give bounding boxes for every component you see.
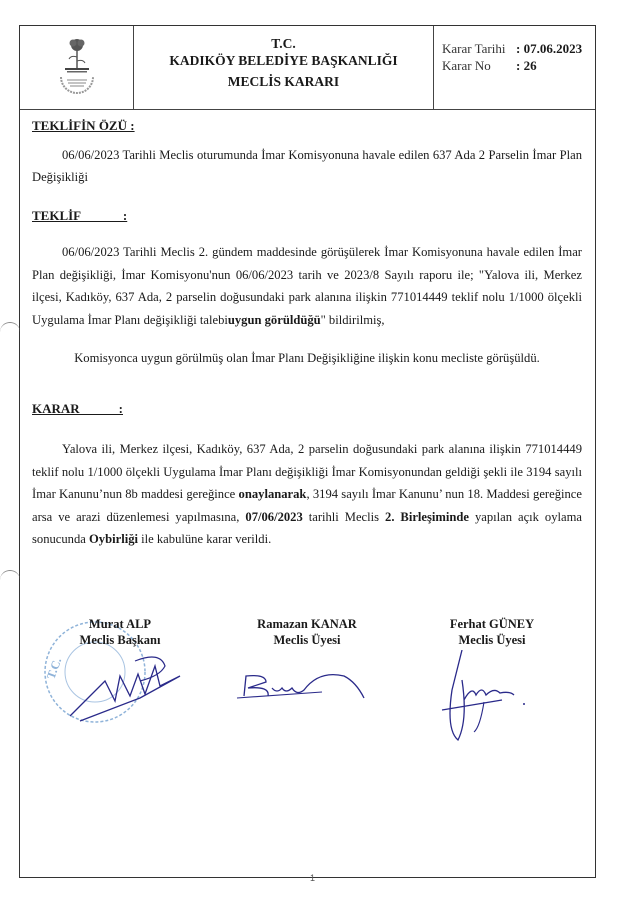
summary-text: 06/06/2023 Tarihli Meclis oturumunda İmar Komisyonuna havale edilen 637 Ada 2 Parselin İmar Plan Değişikliği (32, 147, 582, 184)
proposal-text-bold: uygun görüldüğü (227, 312, 321, 327)
stamp-text: T.C. (43, 655, 65, 682)
proposal-text-end: " bildirilmiş, (320, 312, 385, 327)
signature-member-1 (242, 616, 372, 648)
logo-cell (20, 26, 134, 109)
scan-edge-mark (0, 322, 20, 333)
municipality-logo-icon (47, 33, 107, 103)
decision-date-row (442, 40, 595, 57)
signature-scribble-icon (232, 654, 382, 704)
decision-part: , 3194 sayılı İmar Kanunu’ nun 18. Maddesi gereğince arsa ve arazi düzenlemesi yapılmasına, (32, 487, 582, 524)
signer-role: Meclis Üyesi (458, 633, 526, 647)
document-header (20, 26, 595, 110)
scan-edge-mark (0, 570, 20, 581)
signer-role: Meclis Üyesi (273, 633, 341, 647)
decision-part: yapılan açık oylama sonucunda (32, 509, 582, 546)
document-body (32, 111, 582, 551)
summary-title: TEKLİFİN ÖZÜ : (32, 118, 135, 133)
decision-title: KARAR : (32, 400, 123, 416)
signer-role: Meclis Başkanı (79, 633, 161, 647)
signer-name: Ramazan KANAR (257, 617, 357, 631)
decision-bold: Oybirliği (89, 532, 138, 546)
decision-part: ile kabulüne karar verildi. (138, 532, 272, 546)
signature-block (20, 616, 595, 766)
document-frame (19, 25, 596, 878)
proposal-text (32, 241, 582, 331)
signature-scribble-icon (422, 650, 552, 750)
decision-no-row (442, 57, 595, 74)
page-number: 1 (310, 873, 316, 883)
decision-bold: 07/06/2023 (245, 509, 303, 524)
proposal-followup: Komisyonca uygun görülmüş olan İmar Planı Değişikliğine ilişkin konu mecliste görüşüldü. (74, 351, 540, 365)
decision-date-label: Karar Tarihi (442, 41, 506, 56)
header-institution: KADIKÖY BELEDİYE BAŞKANLIĞI (169, 53, 398, 68)
decision-bold: onaylanarak (238, 487, 307, 501)
decision-text (32, 438, 582, 551)
header-tc: T.C. (271, 36, 296, 51)
signer-name: Murat ALP (88, 617, 152, 631)
header-doc-type: MECLİS KARARI (227, 74, 340, 89)
decision-part: tarihli Meclis (302, 509, 386, 524)
signer-name: Ferhat GÜNEY (449, 617, 535, 631)
decision-date-value: : 07.06.2023 (516, 41, 583, 56)
decision-no-label: Karar No (442, 58, 491, 73)
decision-bold: 2. Birleşiminde (385, 509, 469, 524)
meta-cell (434, 26, 595, 109)
signature-chairman (43, 616, 180, 682)
signature-scribble-icon (60, 636, 190, 726)
proposal-text-part: 06/06/2023 Tarihli Meclis 2. gündem maddesinde görüşülerek İmar Komisyonuna havale edilen İmar Plan değişikliği, İmar Komisyonu'nun 06/06/2023 tarih ve 2023/8 Sayılı raporu ile; "Yalova ili, Merkez ilçesi, Kadıköy, 637 Ada, 2 parselin doğusundaki park alanına ilişkin 771014449 teklif nolu 1/1000 ölçekli Uygulama İmar Planı değişikliği talebi (32, 245, 582, 327)
proposal-title: TEKLİF : (32, 207, 128, 223)
decision-no-value: : 26 (516, 58, 537, 73)
title-cell (134, 26, 434, 109)
decision-part: Yalova ili, Merkez ilçesi, Kadıköy, 637 Ada, 2 parselin doğusundaki park alanına ilişkin 771014449 teklif nolu 1/1000 ölçekli Uygulama İmar Planı değişikliği İmar Komisyonundan geldiği şekli ile 3194 sayılı İmar Kanunu’nun 8b maddesi gereğince (32, 442, 582, 501)
signature-member-2 (422, 616, 562, 648)
